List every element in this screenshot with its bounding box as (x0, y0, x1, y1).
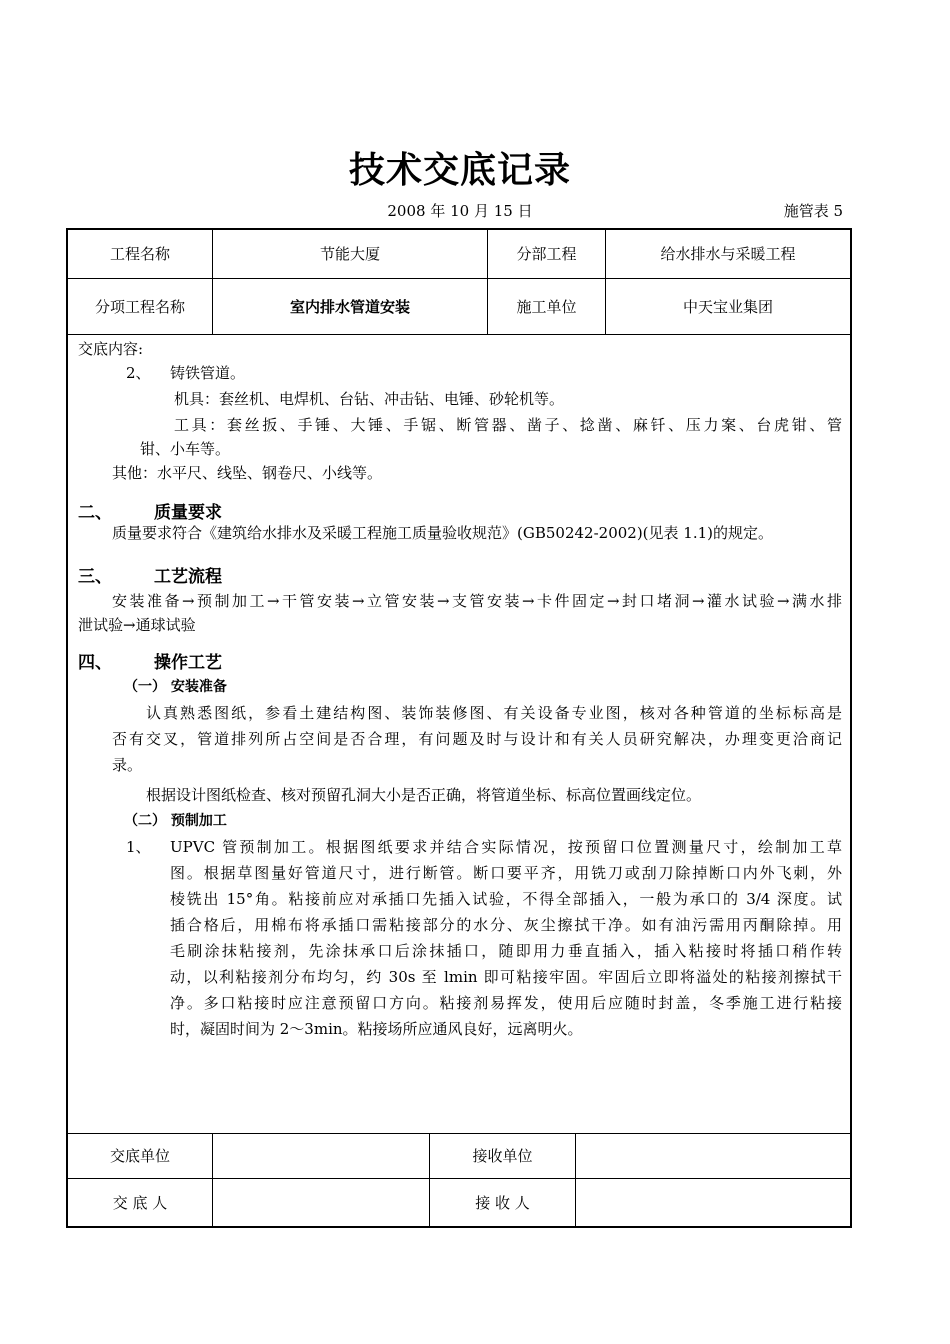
section-3-number: 三、 (78, 567, 112, 587)
subsection-1-p1-line-2: 否有交叉，管道排列所占空间是否合理，有问题及时与设计和有关人员研究解决，办理变更洽商记 (112, 730, 842, 748)
subitem-label: 分项工程名称 (68, 278, 213, 334)
issuer-unit-label: 交底单位 (68, 1133, 213, 1178)
division-label: 分部工程 (488, 230, 606, 278)
tools-line-1: 工具：套丝扳、手锤、大锤、手锯、断管器、凿子、捻凿、麻钎、压力案、台虎钳、管 (174, 416, 842, 434)
issuer-unit-field[interactable] (213, 1133, 430, 1178)
subitem-value: 室内排水管道安装 (213, 278, 488, 334)
subsection-2-line: 棱铣出 15°角。粘接前应对承插口先插入试验，不得全部插入，一般为承口的 3/4 深度。试 (170, 890, 842, 908)
subsection-2-title: （二） 预制加工 (124, 813, 227, 829)
contractor-value: 中天宝业集团 (606, 278, 851, 334)
machines-text: 机具：套丝机、电焊机、台钻、冲击钻、电锤、砂轮机等。 (174, 390, 565, 408)
section-3-line-1: 安装准备→预制加工→干管安装→立管安装→支管安装→卡件固定→封口堵洞→灌水试验→满水排 (112, 592, 842, 610)
section-4-title: 操作工艺 (154, 653, 222, 673)
division-value: 给水排水与采暖工程 (606, 230, 851, 278)
tools-line-2: 钳、小车等。 (140, 440, 231, 458)
section-4-number: 四、 (78, 653, 112, 673)
item2-text: 铸铁管道。 (170, 364, 246, 382)
record-form (66, 228, 852, 1228)
issuer-field[interactable] (213, 1178, 430, 1226)
project-name-value: 节能大厦 (213, 230, 488, 278)
subsection-1-p1-line-3: 录。 (112, 756, 143, 774)
receiver-field[interactable] (576, 1178, 851, 1226)
project-name-label: 工程名称 (68, 230, 213, 278)
issuer-label: 交 底 人 (68, 1178, 213, 1226)
header-table (68, 230, 850, 335)
document-title: 技术交底记录 (348, 150, 571, 191)
subsection-2-line: UPVC 管预制加工。根据图纸要求并结合实际情况，按预留口位置测量尺寸，绘制加工草 (170, 838, 842, 856)
intro-label: 交底内容: (78, 340, 144, 358)
subsection-2-line: 净。多口粘接时应注意预留口方向。粘接剂易挥发，使用后应随时封盖，冬季施工进行粘接 (170, 994, 842, 1012)
section-2-title: 质量要求 (154, 503, 222, 523)
item2-number: 2、 (126, 364, 151, 382)
subsection-2-line: 时，凝固时间为 2～3min。粘接场所应通风良好，远离明火。 (170, 1020, 583, 1038)
subsection-2-line: 动，以利粘接剂分布均匀，约 30s 至 lmin 即可粘接牢固。牢固后立即将溢处的粘接剂擦拭干 (170, 968, 842, 986)
section-2-number: 二、 (78, 503, 112, 523)
form-number: 施管表 5 (783, 202, 843, 220)
section-3-line-2: 泄试验→通球试验 (78, 616, 196, 634)
receiver-unit-label: 接收单位 (430, 1133, 576, 1178)
subsection-2-item-number: 1、 (126, 838, 151, 856)
subsection-1-p2: 根据设计图纸检查、核对预留孔洞大小是否正确，将管道坐标、标高位置画线定位。 (146, 786, 702, 804)
others-text: 其他：水平尺、线坠、钢卷尺、小线等。 (112, 464, 383, 482)
section-3-title: 工艺流程 (154, 567, 222, 587)
subsection-2-line: 图。根据草图量好管道尺寸，进行断管。断口要平齐，用铣刀或刮刀除掉断口内外飞刺，外 (170, 864, 842, 882)
subsection-1-p1-line-1: 认真熟悉图纸，参看土建结构图、装饰装修图、有关设备专业图，核对各种管道的坐标标高是 (146, 704, 842, 722)
contractor-label: 施工单位 (488, 278, 606, 334)
section-2-text: 质量要求符合《建筑给水排水及采暖工程施工质量验收规范》(GB50242-2002)(见表 1.1)的规定。 (112, 524, 773, 542)
subsection-2-line: 插合格后，用棉布将承插口需粘接部分的水分、灰尘擦拭干净。如有油污需用丙酮除掉。用 (170, 916, 842, 934)
subsection-2-line: 毛刷涂抹粘接剂，先涂抹承口后涂抹插口，随即用力垂直插入，插入粘接时将插口稍作转 (170, 942, 842, 960)
receiver-label: 接 收 人 (430, 1178, 576, 1226)
subsection-1-title: （一） 安装准备 (124, 679, 227, 695)
signature-table (68, 1133, 850, 1227)
document-date: 2008 年 10 月 15 日 (387, 202, 533, 220)
receiver-unit-field[interactable] (576, 1133, 851, 1178)
